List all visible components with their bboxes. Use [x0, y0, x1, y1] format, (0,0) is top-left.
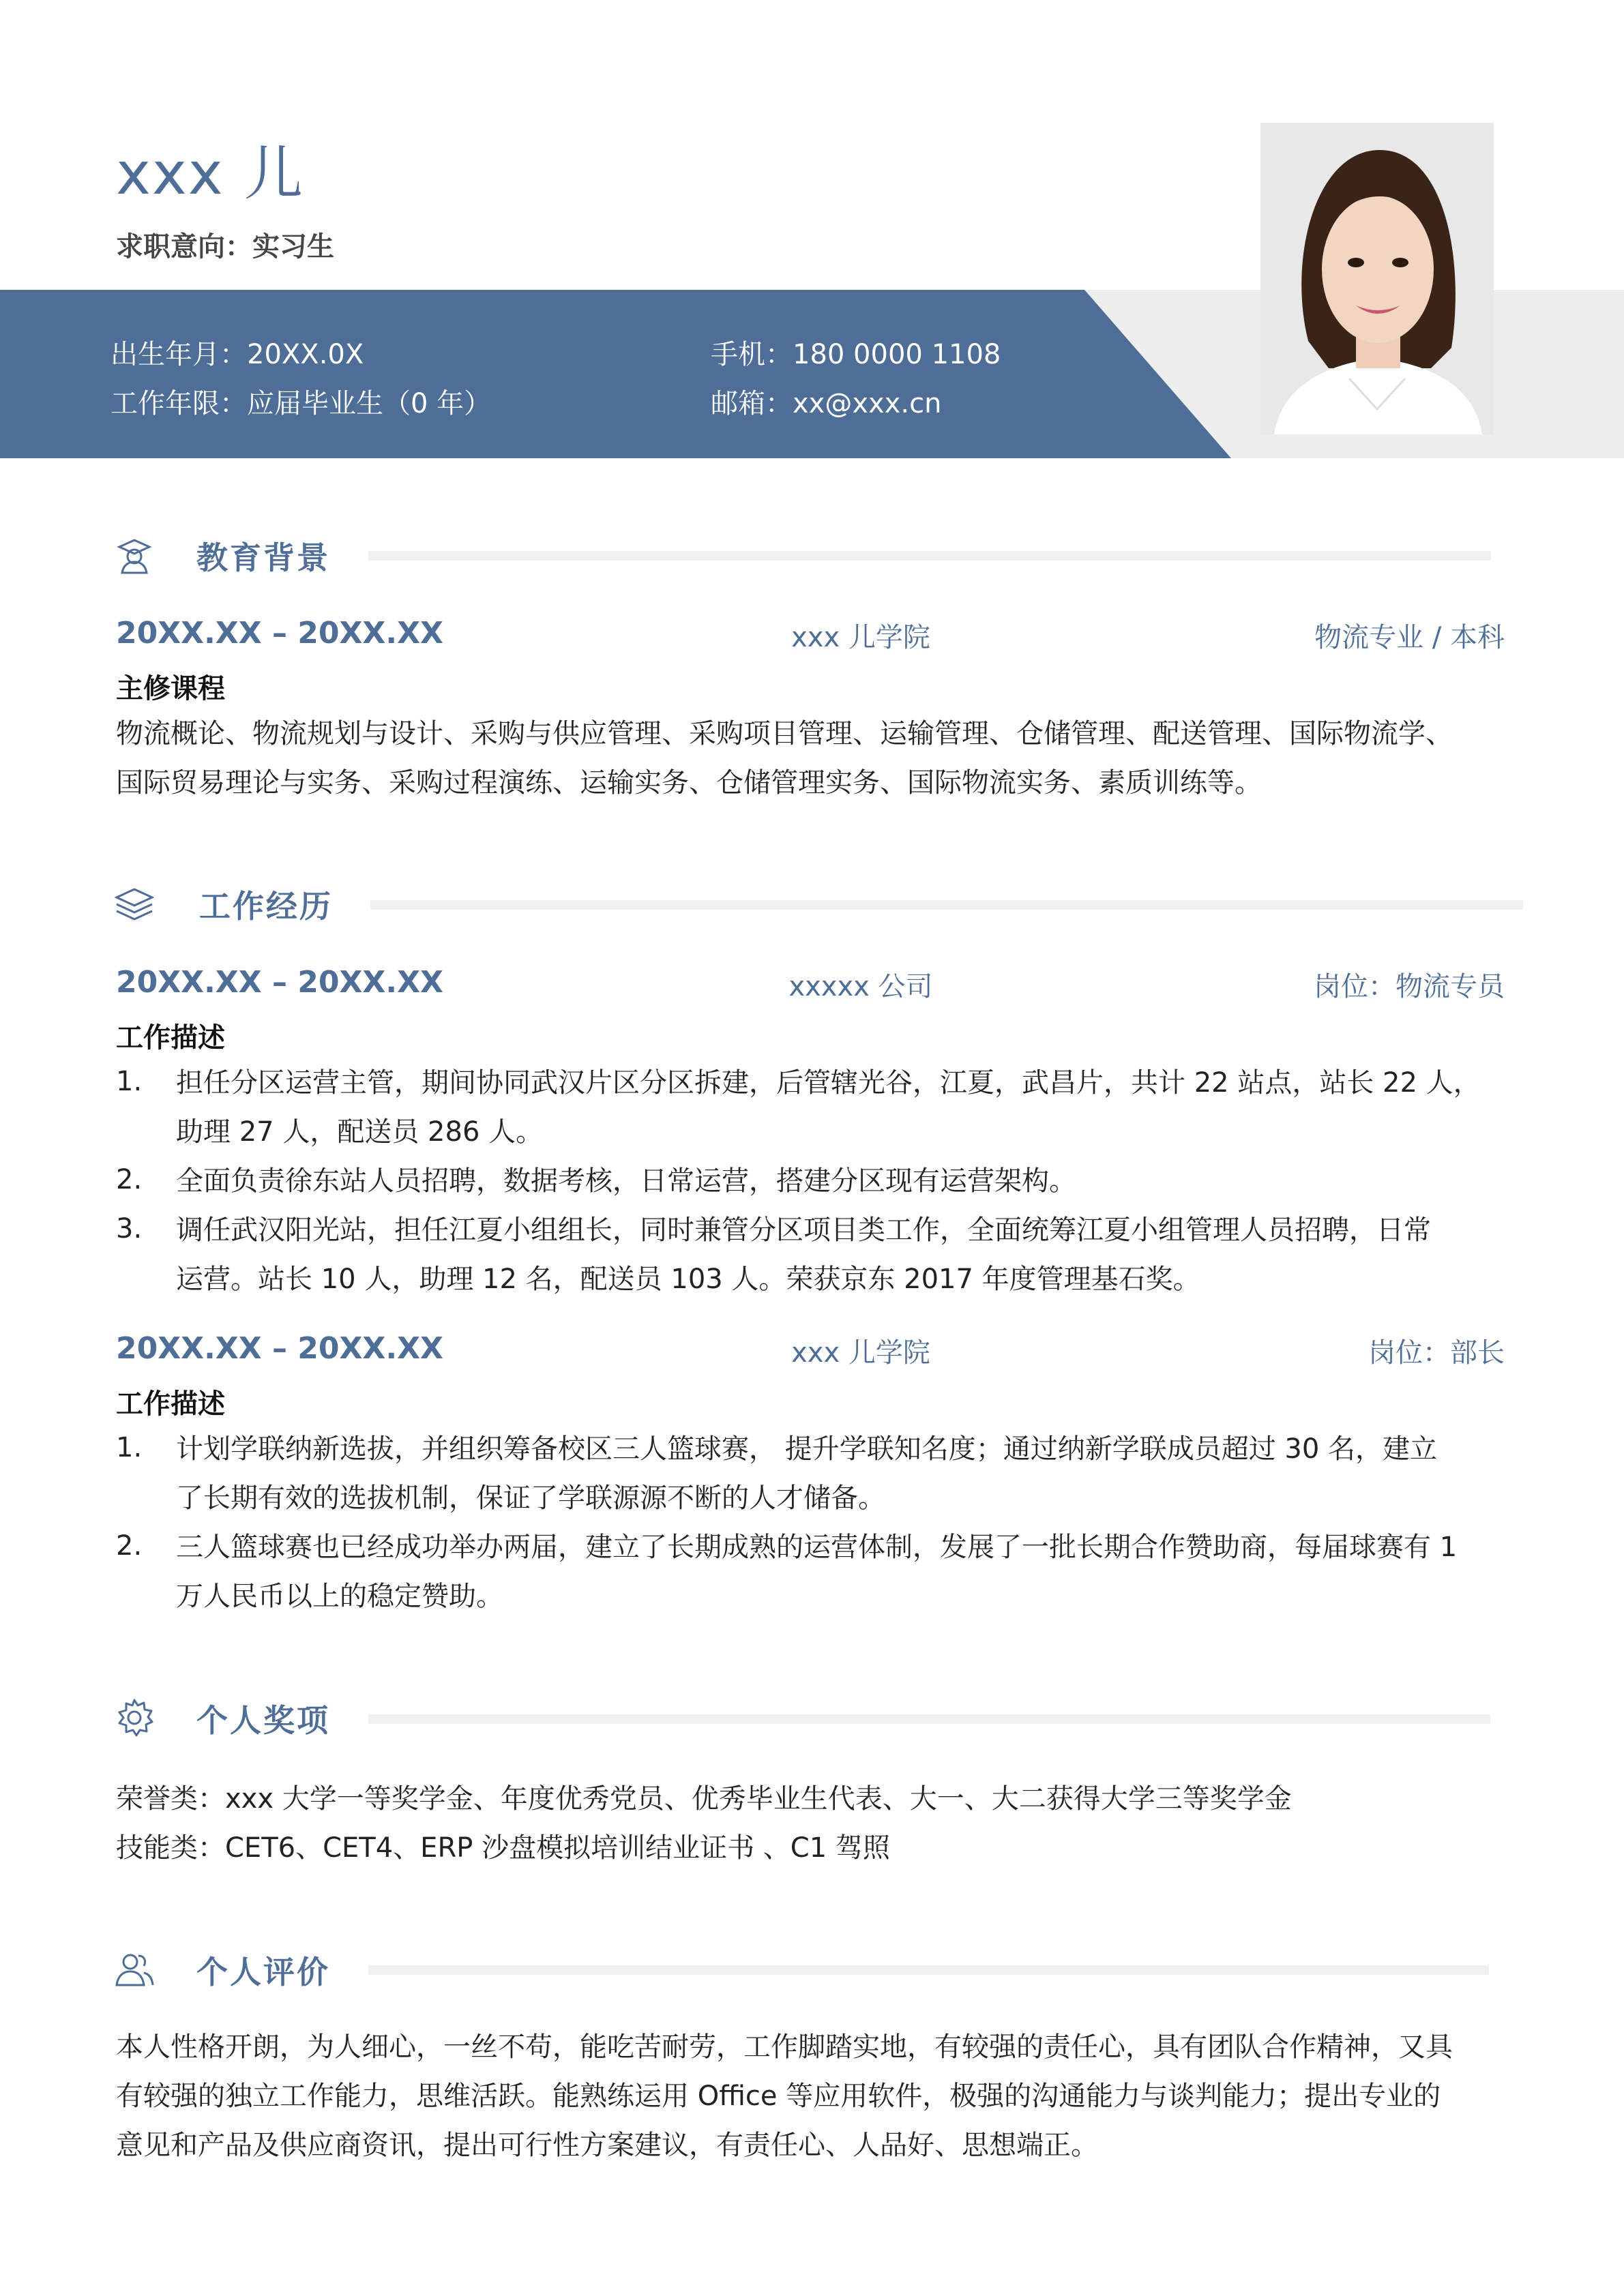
gear-icon: [113, 1696, 156, 1740]
email: 邮箱：xx@xxx.cn: [711, 388, 942, 419]
courses-line-2: 国际贸易理论与实务、采购过程演练、运输实务、仓储管理实务、国际物流实务、素质训练等。: [116, 767, 1262, 799]
phone: 手机：180 0000 1108: [711, 339, 1001, 370]
course-label: 主修课程: [116, 673, 225, 704]
job-position: 岗位：部长: [1368, 1337, 1505, 1369]
section-divider: [368, 1965, 1489, 1975]
header-band-blue: [0, 290, 1231, 458]
section-title-evaluation: 个人评价: [196, 1954, 330, 1991]
section-title-education: 教育背景: [196, 539, 330, 576]
list-number: 3.: [116, 1213, 143, 1244]
awards-skill: 技能类：CET6、CET4、ERP 沙盘模拟培训结业证书 、C1 驾照: [116, 1832, 890, 1864]
list-item: 全面负责徐东站人员招聘，数据考核，日常运营，搭建分区现有运营架构。: [176, 1165, 1076, 1197]
list-item: 计划学联纳新选拔，并组织筹备校区三人篮球赛， 提升学联知名度；通过纳新学联成员超过 30 名，建立 了长期有效的选拔机制，保证了学联源源不断的人才储备。: [176, 1433, 1438, 1514]
edu-major: 物流专业 / 本科: [1314, 622, 1505, 653]
work-years: 工作年限：应届毕业生（0 年）: [110, 388, 492, 419]
list-item: 担任分区运营主管，期间协同武汉片区分区拆建，后管辖光谷，江夏，武昌片，共计 22 站点，站长 22 人， 助理 27 人，配送员 286 人。: [176, 1067, 1481, 1148]
profile-photo: [1260, 123, 1494, 434]
layers-icon: [113, 881, 156, 925]
edu-school: xxx 儿学院: [791, 622, 930, 653]
job-date: 20XX.XX – 20XX.XX: [116, 1331, 443, 1366]
list-number: 2.: [116, 1530, 143, 1562]
job-company: xxx 儿学院: [791, 1337, 930, 1369]
section-title-work: 工作经历: [199, 888, 333, 925]
evaluation-line-2: 有较强的独立工作能力，思维活跃。能熟练运用 Office 等应用软件，极强的沟通能力与谈判能力；提出专业的: [116, 2081, 1441, 2112]
section-divider: [368, 1714, 1490, 1724]
job-desc-label: 工作描述: [116, 1388, 225, 1420]
candidate-name: xxx 儿: [116, 140, 305, 208]
evaluation-line-3: 意见和产品及供应商资讯，提出可行性方案建议，有责任心、人品好、思想端正。: [116, 2130, 1098, 2161]
job-position: 岗位：物流专员: [1314, 971, 1505, 1002]
section-divider: [368, 551, 1491, 561]
job-date: 20XX.XX – 20XX.XX: [116, 965, 443, 1000]
awards-honor: 荣誉类：xxx 大学一等奖学金、年度优秀党员、优秀毕业生代表、大一、大二获得大学三等奖学金: [116, 1783, 1292, 1815]
users-icon: [113, 1947, 156, 1991]
evaluation-line-1: 本人性格开朗，为人细心，一丝不苟，能吃苦耐劳，工作脚踏实地，有较强的责任心，具有团队合作精神，又具: [116, 2031, 1453, 2063]
job-company: xxxxx 公司: [788, 971, 933, 1002]
list-number: 1.: [116, 1066, 143, 1097]
job-desc-label: 工作描述: [116, 1022, 225, 1054]
list-item: 调任武汉阳光站，担任江夏小组组长，同时兼管分区项目类工作，全面统筹江夏小组管理人员招聘，日常 运营。站长 10 人，助理 12 名，配送员 103 人。荣获京东 2017 年度管理基石奖。: [176, 1214, 1431, 1295]
section-title-awards: 个人奖项: [196, 1702, 330, 1739]
list-number: 1.: [116, 1432, 143, 1463]
birth-date: 出生年月：20XX.0X: [110, 339, 364, 370]
list-number: 2.: [116, 1164, 143, 1195]
list-item: 三人篮球赛也已经成功举办两届，建立了长期成熟的运营体制，发展了一批长期合作赞助商，每届球赛有 1 万人民币以上的稳定赞助。: [176, 1532, 1458, 1612]
job-intent: 求职意向：实习生: [116, 231, 334, 263]
section-divider: [370, 900, 1523, 910]
edu-date: 20XX.XX – 20XX.XX: [116, 616, 443, 651]
courses-line-1: 物流概论、物流规划与设计、采购与供应管理、采购项目管理、运输管理、仓储管理、配送管理、国际物流学、: [116, 718, 1453, 749]
graduate-icon: [113, 533, 156, 577]
